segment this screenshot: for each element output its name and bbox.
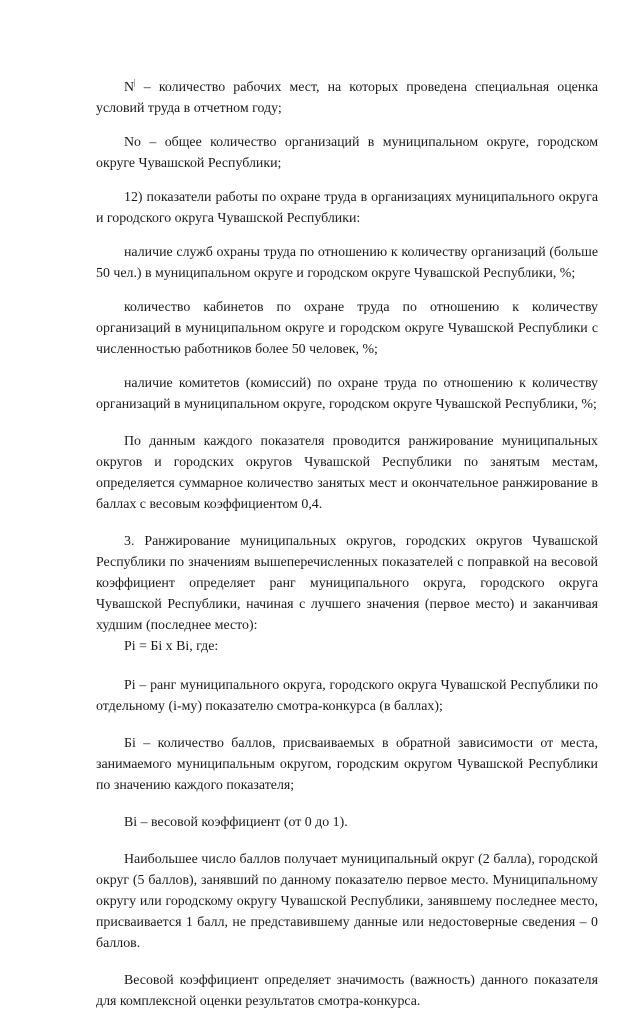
superscript-mark: |: [134, 78, 136, 87]
paragraph-ranking-by-indicator: По данным каждого показателя проводится ранжирование муниципальных округов и городских округов Чувашской Республики по занятым местам, определяется суммарное количество занятых мест и окончательное ранжирование в баллах с весовым коэффициентом 0,4.: [96, 434, 598, 512]
paragraph-n-text: – количество рабочих мест, на которых проведена специальная оценка условий труда в отчетном году;: [96, 80, 598, 116]
paragraph-bi-definition: Бі – количество баллов, присваиваемых в обратной зависимости от места, занимаемого муниципальным округом, городским округом Чувашской Республики по значению каждого показателя;: [96, 736, 598, 793]
paragraph-n-definition: [96, 77, 598, 119]
paragraph-pi-definition: Pi – ранг муниципального округа, городского округа Чувашской Республики по отдельному (i-му) показателю смотра-конкурса (в баллах);: [96, 678, 598, 714]
formula-line: Pi = Бі x Ві, где:: [124, 639, 219, 654]
paragraph-no-definition: No – общее количество организаций в муниципальном округе, городском округе Чувашской Республики;: [96, 135, 598, 171]
paragraph-max-points: Наибольшее число баллов получает муниципальный округ (2 балла), городской округ (5 баллов), занявший по данному показателю первое место. Муниципальному округу или городскому округу Чувашской Республики, занявшему последнее место, присваивается 1 балл, не представившему данные или недостоверные сведения – 0 баллов.: [96, 852, 598, 951]
paragraph-vi-definition: Ві – весовой коэффициент (от 0 до 1).: [124, 815, 348, 830]
paragraph-safety-committees: наличие комитетов (комиссий) по охране труда по отношению к количеству организаций в муниципальном округе, городском округе Чувашской Республики, %;: [96, 376, 598, 412]
paragraph-ranking-section-3: 3. Ранжирование муниципальных округов, городских округов Чувашской Республики по значениям вышеперечисленных показателей с поправкой на весовой коэффициент определяет ранг муниципального округа, городского округа Чувашской Республики, начиная с лучшего значения (первое место) и заканчивая худшим (последнее место):: [96, 534, 598, 633]
paragraph-safety-services: наличие служб охраны труда по отношению к количеству организаций (больше 50 чел.) в муниципальном округе и городском округе Чувашской Республики, %;: [96, 245, 598, 281]
symbol-n: N: [124, 80, 135, 95]
paragraph-weight-coefficient: Весовой коэффициент определяет значимость (важность) данного показателя для комплексной оценки результатов смотра-конкурса.: [96, 973, 598, 1009]
document-body: [96, 77, 598, 1012]
paragraph-safety-offices: количество кабинетов по охране труда по отношению к количеству организаций в муниципальном округе и городском округе Чувашской Республики с численностью работников более 50 человек, %;: [96, 300, 598, 357]
paragraph-item-12: 12) показатели работы по охране труда в организациях муниципального округа и городского округа Чувашской Республики:: [96, 190, 598, 226]
